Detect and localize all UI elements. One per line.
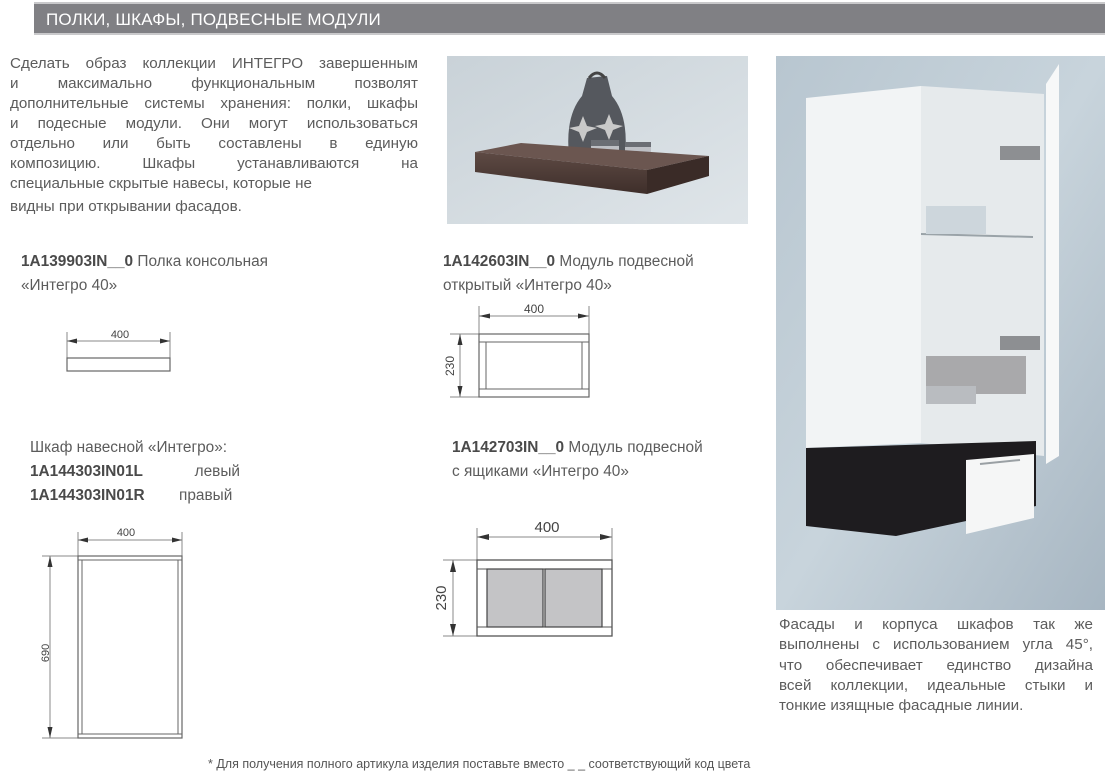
cabinet-photo xyxy=(776,56,1105,610)
product-cabinet xyxy=(30,436,240,508)
variant-row xyxy=(30,460,240,484)
product-name-line2: с ящиками «Интегро 40» xyxy=(452,463,629,480)
open-module-dimension-drawing xyxy=(438,298,598,406)
product-name-line2: открытый «Интегро 40» xyxy=(443,277,612,294)
intro-line: Сделать образ коллекции ИНТЕГРО завершенным xyxy=(10,55,418,72)
footnote: * Для получения полного артикула изделия поставьте вместо _ _ соответствующий код цвета xyxy=(208,757,751,771)
product-name: Полка консольная xyxy=(137,253,269,270)
dimension-width: 400 xyxy=(534,519,560,536)
dimension-width: 400 xyxy=(116,527,136,539)
section-title: ПОЛКИ, ШКАФЫ, ПОДВЕСНЫЕ МОДУЛИ xyxy=(46,10,381,29)
shelf-dimension-drawing xyxy=(60,322,180,377)
product-code: 1A142703IN__0 xyxy=(452,439,565,456)
dimension-width: 400 xyxy=(110,329,130,341)
product-name: Модуль подвесной xyxy=(568,439,703,456)
dimension-width: 400 xyxy=(523,302,545,316)
cabinet-dimension-drawing xyxy=(36,520,191,745)
intro-line: специальные скрытые навесы, которые не xyxy=(10,175,312,192)
description-line: Фасады и корпуса шкафов так же xyxy=(779,616,1093,633)
variant-label: правый xyxy=(179,487,233,504)
product-open-module xyxy=(443,250,694,298)
description-line: всей коллекции, идеальные стыки и xyxy=(779,676,1093,694)
variant-label: левый xyxy=(194,463,240,480)
product-code: 1A139903IN__0 xyxy=(21,253,134,270)
product-drawer-module xyxy=(452,436,703,484)
description-line: выполнены с использованием угла 45°, xyxy=(779,636,1093,654)
product-name-line2: «Интегро 40» xyxy=(21,277,118,294)
dimension-height: 230 xyxy=(433,585,450,611)
shelf-photo xyxy=(447,56,748,224)
intro-line: и максимально функциональным позволят xyxy=(10,75,418,92)
drawer-left xyxy=(487,569,543,627)
description-line: тонкие изящные фасадные линии. xyxy=(779,697,1024,715)
intro-line: и подесные модули. Они могут использоваться xyxy=(10,115,418,132)
drawer-right xyxy=(545,569,602,627)
section-header-bar xyxy=(34,2,1105,35)
cabinet-photo-image xyxy=(776,56,1105,610)
product-title: Шкаф навесной «Интегро»: xyxy=(30,439,228,456)
dimension-height: 690 xyxy=(40,643,52,663)
intro-paragraph xyxy=(10,54,418,217)
dimension-height: 230 xyxy=(443,355,457,377)
description-line: что обеспечивает единство дизайна xyxy=(779,656,1093,674)
intro-line: дополнительные системы хранения: полки, шкафы xyxy=(10,95,418,112)
product-code: 1A142603IN__0 xyxy=(443,253,556,270)
variant-row xyxy=(30,484,240,508)
product-code: 1A144303IN01R xyxy=(30,487,145,504)
product-code: 1A144303IN01L xyxy=(30,463,143,480)
cabinet-description xyxy=(779,615,1093,716)
intro-line: композицию. Шкафы устанавливаются на xyxy=(10,155,418,172)
product-shelf xyxy=(21,250,268,298)
product-name: Модуль подвесной xyxy=(559,253,694,270)
drawer-module-dimension-drawing xyxy=(425,512,620,642)
intro-line: видны при открывании фасадов. xyxy=(10,198,242,215)
shelf-photo-image xyxy=(447,56,748,224)
intro-line: отдельно или быть составлены в единую xyxy=(10,135,418,152)
